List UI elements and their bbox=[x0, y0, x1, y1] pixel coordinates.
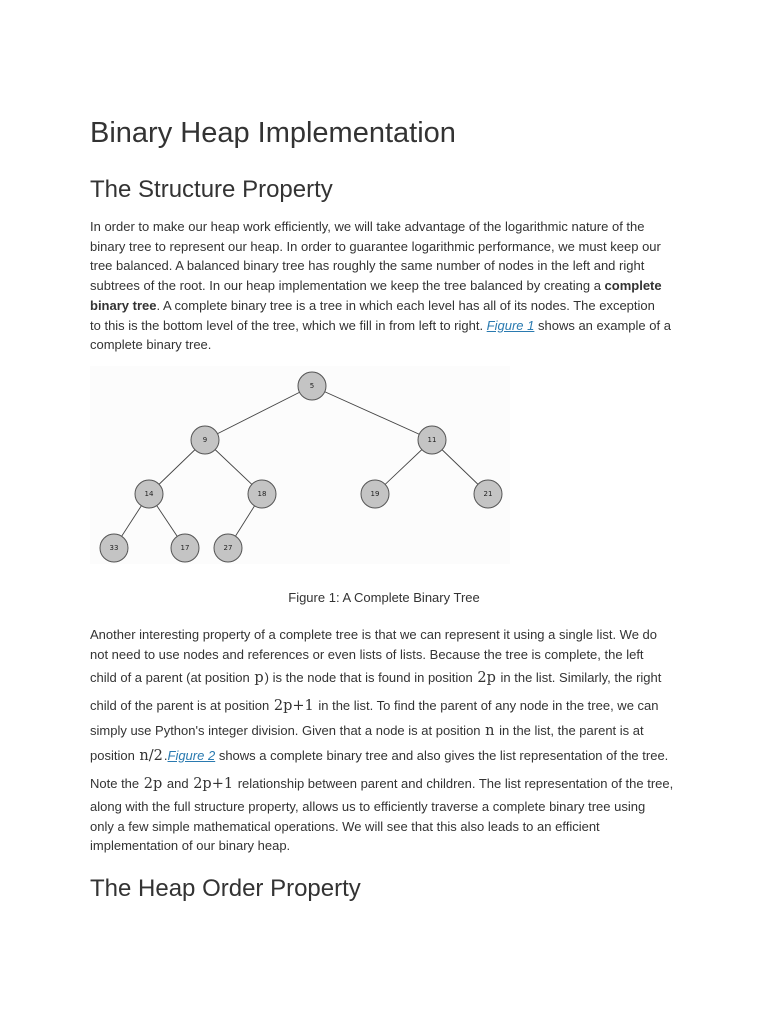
bold-term-complete: complete bbox=[604, 278, 662, 294]
text-span: to this is the bottom level of the tree, which we fill in from left to right. bbox=[90, 317, 487, 333]
text-line bbox=[90, 746, 682, 767]
tree-node-label: 14 bbox=[144, 490, 154, 498]
math-2p: 2p bbox=[143, 776, 163, 793]
text-line bbox=[90, 296, 682, 316]
text-line: only a few simple mathematical operations. We will see that this also leads to an efficient bbox=[90, 818, 600, 834]
math-2p-plus-1: 2p+1 bbox=[193, 776, 234, 793]
text-span: . bbox=[163, 747, 168, 763]
text-line bbox=[90, 276, 682, 296]
tree-node-label: 9 bbox=[202, 436, 208, 444]
text-line: In order to make our heap work efficiently, we will take advantage of the logarithmic nature of the bbox=[90, 219, 645, 234]
tree-node bbox=[298, 372, 326, 400]
text-line: Another interesting property of a complete tree is that we can represent it using a single list. We do bbox=[90, 627, 658, 642]
text-span: shows a complete binary tree and also gives the list representation of the tree. bbox=[215, 747, 669, 763]
text-span: child of the parent is at position bbox=[90, 698, 273, 714]
text-span: subtrees of the root. In our heap implementation we keep the tree balanced by creating a bbox=[90, 278, 605, 294]
text-span: child of a parent (at position bbox=[90, 670, 254, 686]
tree-node bbox=[135, 480, 163, 508]
page-title: Binary Heap Implementation bbox=[90, 117, 456, 149]
tree-node-label: 11 bbox=[427, 436, 437, 444]
math-n: n bbox=[485, 722, 495, 739]
figure-2-link[interactable]: Figure 2 bbox=[167, 747, 216, 763]
text-line bbox=[90, 668, 682, 689]
tree-node-label: 19 bbox=[370, 490, 380, 498]
bold-term-binary-tree: binary tree bbox=[90, 297, 157, 313]
figure-1-binary-tree bbox=[90, 366, 510, 564]
tree-node bbox=[171, 534, 199, 562]
math-2p: 2p bbox=[477, 670, 496, 687]
text-span: and bbox=[163, 776, 193, 792]
text-span: Note the bbox=[90, 776, 143, 792]
text-span: in the list. To find the parent of any node in the tree, we can bbox=[314, 698, 659, 714]
tree-node bbox=[474, 480, 502, 508]
tree-node-label: 5 bbox=[309, 382, 315, 390]
tree-node-label: 18 bbox=[257, 490, 267, 498]
tree-node bbox=[418, 426, 446, 454]
figure-1-caption: Figure 1: A Complete Binary Tree bbox=[288, 590, 480, 605]
text-span: in the list, the parent is at bbox=[495, 722, 644, 738]
binary-tree-diagram bbox=[90, 366, 510, 564]
text-span: relationship between parent and children. The list representation of the tree, bbox=[234, 776, 674, 792]
tree-node bbox=[248, 480, 276, 508]
tree-node-label: 33 bbox=[109, 544, 119, 552]
figure-background bbox=[90, 366, 510, 564]
math-2p-plus-1: 2p+1 bbox=[273, 698, 314, 715]
tree-node bbox=[100, 534, 128, 562]
text-span: ) is the node that is found in position bbox=[264, 670, 477, 686]
math-p: p bbox=[254, 670, 264, 687]
tree-node-label: 27 bbox=[223, 544, 233, 552]
figure-1-link[interactable]: Figure 1 bbox=[486, 317, 535, 333]
paragraph-structure-intro bbox=[90, 217, 682, 355]
text-span: position bbox=[90, 747, 139, 763]
text-line: tree balanced. A balanced binary tree has roughly the same number of nodes in the left and right bbox=[90, 258, 645, 274]
text-line: implementation of our binary heap. bbox=[90, 838, 291, 854]
text-line: binary tree to represent our heap. In order to guarantee logarithmic performance, we must keep our bbox=[90, 238, 661, 254]
tree-node-label: 21 bbox=[483, 490, 493, 498]
text-span: . A complete binary tree is a tree in which each level has all of its nodes. The exception bbox=[156, 297, 655, 313]
tree-node bbox=[214, 534, 242, 562]
section-heading-heap-order-property: The Heap Order Property bbox=[90, 875, 361, 902]
text-line bbox=[90, 316, 682, 336]
text-line: complete binary tree. bbox=[90, 337, 212, 353]
text-line bbox=[90, 774, 682, 795]
text-line: along with the full structure property, allows us to efficiently traverse a complete binary tree using bbox=[90, 798, 646, 814]
section-heading-structure-property: The Structure Property bbox=[90, 176, 333, 203]
math-n-over-2: n/2 bbox=[139, 747, 163, 764]
paragraph-list-representation bbox=[90, 625, 682, 856]
text-line: not need to use nodes and references or even lists of lists. Because the tree is complete, the left bbox=[90, 646, 644, 662]
tree-node bbox=[191, 426, 219, 454]
tree-node-label: 17 bbox=[180, 544, 190, 552]
text-line bbox=[90, 696, 682, 717]
text-span: shows an example of a bbox=[534, 317, 671, 333]
text-line bbox=[90, 721, 682, 742]
tree-node bbox=[361, 480, 389, 508]
text-span: simply use Python's integer division. Given that a node is at position bbox=[90, 722, 485, 738]
text-span: in the list. Similarly, the right bbox=[496, 670, 662, 686]
